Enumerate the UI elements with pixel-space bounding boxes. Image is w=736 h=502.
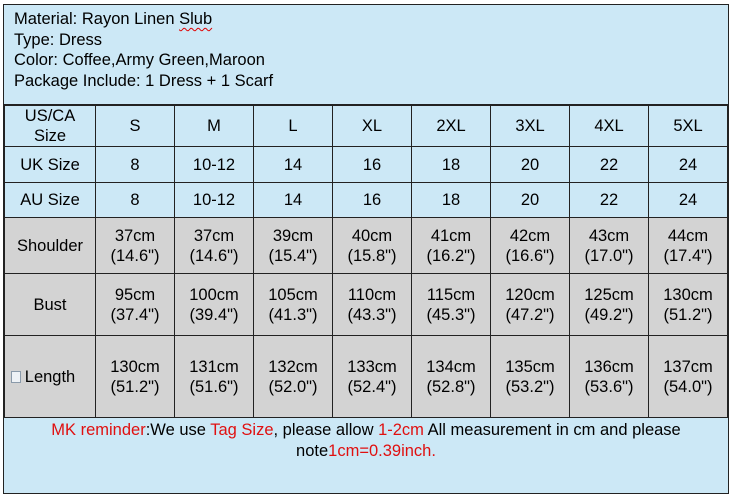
length-value: 130cm [110, 357, 160, 376]
uk-cell [175, 147, 254, 183]
au-cell [254, 183, 333, 218]
size-header-row [5, 106, 728, 147]
sizes-cell [570, 106, 649, 147]
shoulder-cell [491, 218, 570, 274]
bust-label: Bust [5, 274, 96, 336]
note-tag-size: Tag Size [210, 421, 274, 439]
material-text: Material: Rayon Linen [14, 10, 180, 28]
bust-inch-value: (47.2") [505, 305, 555, 324]
au-size-row [5, 183, 728, 218]
shoulder-value: 41cm [430, 226, 472, 245]
note-tolerance: 1-2cm [378, 421, 424, 439]
uk-value: 14 [283, 155, 303, 174]
shoulder-value: 42cm [509, 226, 551, 245]
length-label-wrap [25, 367, 75, 387]
sizes-value: 4XL [594, 117, 624, 135]
bust-cell [570, 274, 649, 336]
sizes-value: XL [361, 117, 383, 135]
shoulder-inch-value: (14.6") [110, 246, 160, 265]
shoulder-value: 40cm [351, 226, 393, 245]
length-cell [491, 336, 570, 418]
bust-cell [333, 274, 412, 336]
bust-value: 100cm [189, 285, 239, 304]
bust-inch-value: (37.4") [110, 305, 160, 324]
color-line: Color: Coffee,Army Green,Maroon [14, 51, 265, 69]
sizes-value: L [288, 117, 298, 135]
bust-cell [175, 274, 254, 336]
length-value: 137cm [663, 357, 713, 376]
uk-cell [649, 147, 728, 183]
au-cell [412, 183, 491, 218]
sizes-cell [96, 106, 175, 147]
us-ca-label-line2: Size [33, 127, 67, 145]
sizes-cell [649, 106, 728, 147]
shoulder-cell [254, 218, 333, 274]
sizes-cell [175, 106, 254, 147]
uk-value: 10-12 [192, 155, 236, 174]
sizes-cell [254, 106, 333, 147]
sizes-value: M [207, 117, 221, 135]
uk-cell [96, 147, 175, 183]
length-inch-value: (52.8") [426, 377, 476, 396]
bust-inch-value: (39.4") [189, 305, 239, 324]
note-mk-reminder: MK reminder [51, 421, 146, 439]
us-ca-size-label [5, 106, 96, 147]
au-cell [649, 183, 728, 218]
bust-row [5, 274, 728, 336]
length-inch-value: (53.6") [584, 377, 634, 396]
sizes-cell [333, 106, 412, 147]
sizes-value: 5XL [673, 117, 703, 135]
sizes-value: 2XL [436, 117, 466, 135]
sizes-value: S [129, 117, 141, 135]
uk-value: 22 [599, 155, 619, 174]
length-inch-value: (52.4") [347, 377, 397, 396]
au-cell [175, 183, 254, 218]
au-value: 18 [441, 191, 461, 209]
shoulder-cell [649, 218, 728, 274]
uk-cell [254, 147, 333, 183]
shoulder-inch-value: (14.6") [189, 246, 239, 265]
note-text-2: , please allow [273, 421, 379, 439]
sizes-value: 3XL [515, 117, 545, 135]
au-value: 8 [130, 191, 140, 209]
au-value: 22 [599, 191, 619, 209]
shoulder-inch-value: (16.6") [505, 246, 555, 265]
size-table [4, 105, 728, 418]
uk-cell [412, 147, 491, 183]
shoulder-cell [96, 218, 175, 274]
bust-value: 115cm [426, 285, 476, 304]
bust-cell [491, 274, 570, 336]
length-inch-value: (51.6") [189, 377, 239, 396]
shoulder-value: 37cm [114, 226, 156, 245]
note-text-4: note [296, 441, 329, 460]
uk-cell [570, 147, 649, 183]
shoulder-value: 43cm [588, 226, 630, 245]
product-info [4, 5, 728, 105]
note-text-1: :We use [145, 421, 211, 439]
us-ca-label-line1: US/CA [24, 107, 76, 125]
shoulder-inch-value: (15.8") [347, 246, 397, 265]
bust-cell [96, 274, 175, 336]
length-cell [570, 336, 649, 418]
sizes-cell [491, 106, 570, 147]
length-row [5, 336, 728, 418]
length-label-cell [5, 336, 96, 418]
length-inch-value: (52.0") [268, 377, 318, 396]
length-value: 134cm [426, 357, 476, 376]
document-icon [11, 371, 21, 383]
length-cell [412, 336, 491, 418]
length-cell [254, 336, 333, 418]
reminder-note [4, 418, 728, 487]
shoulder-inch-value: (17.4") [663, 246, 713, 265]
au-size-label: AU Size [5, 183, 96, 218]
length-value: 132cm [268, 357, 318, 376]
bust-cell [254, 274, 333, 336]
shoulder-label: Shoulder [5, 218, 96, 274]
uk-value: 20 [520, 155, 540, 174]
sizes-cell [412, 106, 491, 147]
length-value: 135cm [505, 357, 555, 376]
bust-inch-value: (49.2") [584, 305, 634, 324]
shoulder-cell [175, 218, 254, 274]
note-text-3: All measurement in cm and please [423, 421, 681, 439]
bust-value: 125cm [584, 285, 634, 304]
length-value: 133cm [347, 357, 397, 376]
uk-size-label: UK Size [5, 147, 96, 183]
au-value: 10-12 [192, 191, 236, 209]
bust-cell [649, 274, 728, 336]
uk-value: 24 [678, 155, 698, 174]
length-cell [96, 336, 175, 418]
au-cell [491, 183, 570, 218]
uk-cell [333, 147, 412, 183]
length-value: 131cm [189, 357, 239, 376]
bust-inch-value: (45.3") [426, 305, 476, 324]
shoulder-inch-value: (15.4") [268, 246, 318, 265]
length-value: 136cm [584, 357, 634, 376]
shoulder-cell [412, 218, 491, 274]
shoulder-value: 39cm [272, 226, 314, 245]
length-cell [175, 336, 254, 418]
au-value: 14 [283, 191, 303, 209]
type-line: Type: Dress [14, 30, 103, 49]
bust-inch-value: (41.3") [268, 305, 318, 324]
bust-cell [412, 274, 491, 336]
material-line [14, 9, 728, 30]
length-cell [649, 336, 728, 418]
bust-value: 130cm [663, 285, 713, 304]
au-value: 16 [362, 191, 382, 209]
au-cell [570, 183, 649, 218]
au-cell [96, 183, 175, 218]
bust-inch-value: (51.2") [663, 305, 713, 324]
au-value: 24 [678, 191, 698, 209]
bust-inch-value: (43.3") [347, 305, 397, 324]
length-cell [333, 336, 412, 418]
length-label: Length [24, 367, 76, 386]
au-cell [333, 183, 412, 218]
uk-value: 8 [130, 155, 140, 174]
uk-value: 18 [441, 155, 461, 174]
uk-cell [491, 147, 570, 183]
shoulder-value: 44cm [667, 226, 709, 245]
note-conversion: 1cm=0.39inch. [328, 441, 436, 460]
bust-value: 95cm [114, 285, 156, 304]
uk-size-row [5, 147, 728, 183]
shoulder-row [5, 218, 728, 274]
uk-value: 16 [362, 155, 382, 174]
shoulder-cell [333, 218, 412, 274]
bust-value: 110cm [347, 285, 397, 304]
length-inch-value: (54.0") [663, 377, 713, 396]
package-line: Package Include: 1 Dress + 1 Scarf [14, 71, 274, 90]
bust-value: 105cm [268, 285, 318, 304]
length-inch-value: (51.2") [110, 377, 160, 396]
material-slub: Slub [179, 10, 213, 28]
bust-value: 120cm [505, 285, 555, 304]
length-inch-value: (53.2") [505, 377, 555, 396]
shoulder-value: 37cm [193, 226, 235, 245]
size-chart-sheet [3, 4, 729, 494]
shoulder-cell [570, 218, 649, 274]
au-value: 20 [520, 191, 540, 209]
shoulder-inch-value: (16.2") [426, 246, 476, 265]
shoulder-inch-value: (17.0") [584, 246, 634, 265]
